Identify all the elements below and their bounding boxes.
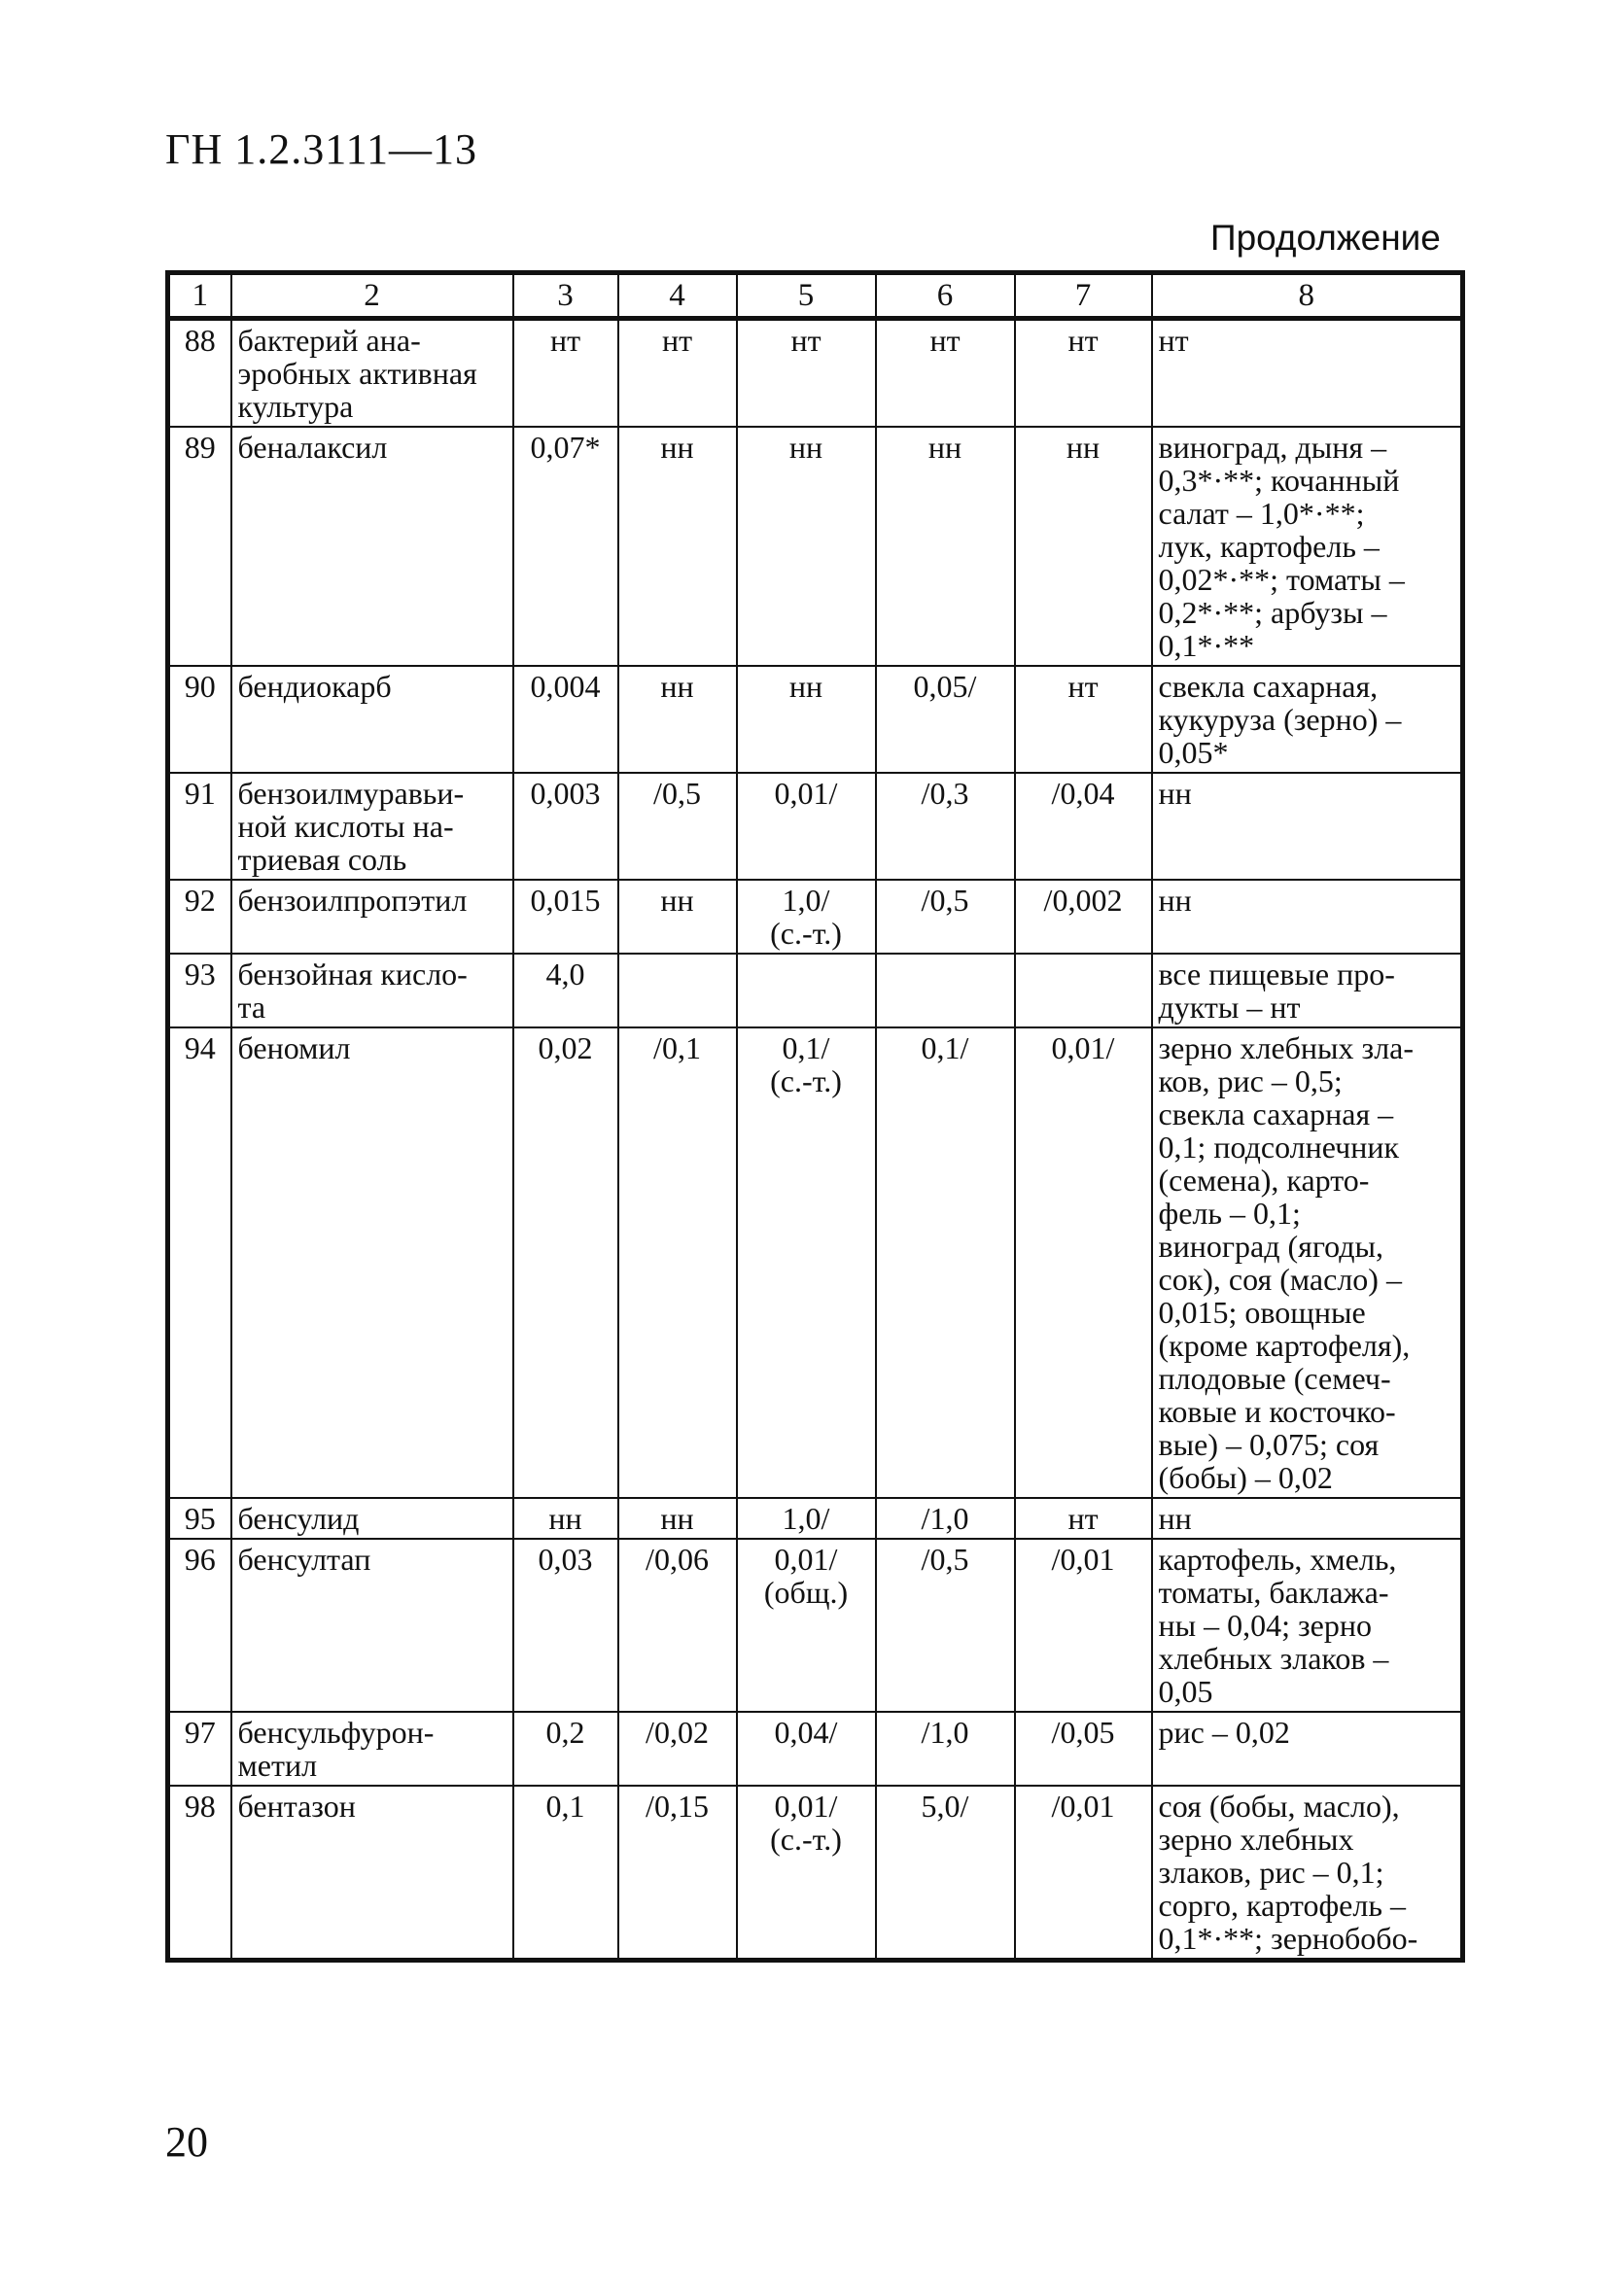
cell-text-line: /0,05: [1051, 1715, 1115, 1750]
cell-text-line: 1,0/: [782, 883, 830, 918]
column-8-notes-cell: [1152, 880, 1463, 954]
table-row: [168, 880, 1463, 954]
column-6-cell: [876, 1539, 1015, 1712]
substance-name-cell: [231, 1712, 513, 1786]
cell-text-line: (общ.): [763, 1575, 849, 1610]
column-8-notes-cell: [1152, 1539, 1463, 1712]
cell-text-line: хлебных злаков –: [1158, 1641, 1389, 1676]
substance-name-cell: [231, 1786, 513, 1961]
substance-name-cell: [231, 666, 513, 773]
cell-text-line: 0,03: [538, 1542, 593, 1577]
cell-text-line: нн: [788, 669, 823, 704]
continuation-label: Продолжение: [1210, 218, 1441, 258]
cell-text-line: /0,1: [653, 1030, 701, 1065]
cell-text-line: 0,1/: [782, 1030, 830, 1065]
cell-text-line: 0,05: [1158, 1674, 1213, 1709]
cell-text-line: ной кислоты на-: [237, 809, 454, 844]
cell-text-line: нн: [1158, 883, 1192, 918]
column-3-cell: [513, 773, 618, 880]
cell-text-line: (кроме картофеля),: [1158, 1328, 1411, 1363]
cell-text-line: нн: [548, 1501, 582, 1536]
column-5-cell: [737, 1712, 876, 1786]
cell-text-line: 0,1/: [921, 1030, 969, 1065]
column-5-cell: [737, 880, 876, 954]
cell-text-line: 0,01/: [1051, 1030, 1115, 1065]
column-header: 3: [513, 273, 618, 319]
table-row: [168, 773, 1463, 880]
cell-text-line: нт: [1067, 323, 1099, 358]
column-6-cell: [876, 880, 1015, 954]
substance-name-cell: [231, 773, 513, 880]
column-7-cell: [1015, 427, 1152, 666]
table-row: [168, 1498, 1463, 1539]
column-7-cell: [1015, 666, 1152, 773]
cell-text-line: 0,3*·**; кочанный: [1158, 463, 1400, 498]
column-7-cell: [1015, 1027, 1152, 1498]
column-4-cell: [618, 880, 737, 954]
column-5-cell: [737, 427, 876, 666]
cell-text-line: нт: [549, 323, 581, 358]
cell-text-line: нт: [790, 323, 821, 358]
cell-text-line: /0,01: [1051, 1789, 1115, 1824]
column-4-cell: [618, 1786, 737, 1961]
cell-text-line: 0,2*·**; арбузы –: [1158, 595, 1387, 630]
column-5-cell: [737, 1027, 876, 1498]
cell-text-line: 0,05/: [913, 669, 977, 704]
row-number-cell: 88: [168, 319, 231, 428]
cell-text-line: триевая соль: [237, 842, 407, 877]
cell-text-line: та: [237, 990, 266, 1025]
column-3-cell: [513, 1712, 618, 1786]
cell-text-line: /0,06: [646, 1542, 709, 1577]
cell-text-line: салат – 1,0*·**;: [1158, 496, 1365, 531]
cell-text-line: 1,0/: [782, 1501, 830, 1536]
column-7-cell: [1015, 1786, 1152, 1961]
column-6-cell: [876, 1786, 1015, 1961]
cell-text-line: 0,015; овощные: [1158, 1295, 1366, 1330]
column-4-cell: [618, 1498, 737, 1539]
cell-text-line: ны – 0,04; зерно: [1158, 1608, 1372, 1643]
column-4-cell: [618, 1027, 737, 1498]
cell-text-line: бактерий ана-: [237, 323, 421, 358]
cell-text-line: свекла сахарная,: [1158, 669, 1379, 704]
column-7-cell: [1015, 1712, 1152, 1786]
column-8-notes-cell: [1152, 773, 1463, 880]
cell-text-line: бенсултап: [237, 1542, 371, 1577]
cell-text-line: все пищевые про-: [1158, 957, 1395, 991]
cell-text-line: нн: [927, 430, 962, 465]
document-code: ГН 1.2.3111—13: [165, 125, 477, 173]
column-7-cell: [1015, 954, 1152, 1027]
column-3-cell: [513, 954, 618, 1027]
cell-text-line: 0,1; подсолнечник: [1158, 1130, 1400, 1165]
column-6-cell: [876, 666, 1015, 773]
cell-text-line: лук, картофель –: [1158, 529, 1380, 564]
cell-text-line: беналаксил: [237, 430, 388, 465]
cell-text-line: бензойная кисло-: [237, 957, 468, 991]
column-5-cell: [737, 1498, 876, 1539]
cell-text-line: /1,0: [921, 1501, 969, 1536]
table-header-row: [168, 273, 1463, 319]
cell-text-line: (семена), карто-: [1158, 1163, 1370, 1198]
column-3-cell: [513, 880, 618, 954]
cell-text-line: /0,15: [646, 1789, 709, 1824]
cell-text-line: 0,02: [538, 1030, 593, 1065]
cell-text-line: метил: [237, 1748, 318, 1783]
cell-text-line: 4,0: [545, 957, 585, 991]
row-number-cell: 90: [168, 666, 231, 773]
cell-text-line: /0,02: [646, 1715, 709, 1750]
column-4-cell: [618, 319, 737, 428]
column-4-cell: [618, 666, 737, 773]
cell-text-line: /0,5: [653, 776, 701, 811]
cell-text-line: нт: [929, 323, 961, 358]
cell-text-line: (с.-т.): [770, 1063, 842, 1098]
row-number-cell: 98: [168, 1786, 231, 1961]
cell-text-line: 0,05*: [1158, 735, 1229, 770]
substance-name-cell: [231, 427, 513, 666]
column-5-cell: [737, 319, 876, 428]
cell-text-line: нт: [661, 323, 693, 358]
table-row: [168, 954, 1463, 1027]
column-3-cell: [513, 1539, 618, 1712]
cell-text-line: 0,01/: [774, 1542, 838, 1577]
cell-text-line: нн: [1158, 1501, 1192, 1536]
column-5-cell: [737, 773, 876, 880]
substance-name-cell: [231, 954, 513, 1027]
column-6-cell: [876, 427, 1015, 666]
cell-text-line: злаков, рис – 0,1;: [1158, 1855, 1384, 1890]
cell-text-line: нн: [660, 669, 694, 704]
cell-text-line: ковые и косточко-: [1158, 1394, 1396, 1429]
substance-name-cell: [231, 880, 513, 954]
column-8-notes-cell: [1152, 954, 1463, 1027]
table-row: [168, 319, 1463, 428]
cell-text-line: /0,002: [1043, 883, 1123, 918]
column-6-cell: [876, 319, 1015, 428]
cell-text-line: нн: [1066, 430, 1101, 465]
row-number-cell: 97: [168, 1712, 231, 1786]
cell-text-line: 0,1*·**: [1158, 628, 1255, 663]
column-header: 2: [231, 273, 513, 319]
cell-text-line: сорго, картофель –: [1158, 1888, 1406, 1923]
column-4-cell: [618, 1712, 737, 1786]
substance-name-cell: [231, 1498, 513, 1539]
cell-text-line: рис – 0,02: [1158, 1715, 1290, 1750]
column-7-cell: [1015, 880, 1152, 954]
column-7-cell: [1015, 773, 1152, 880]
substance-name-cell: [231, 1539, 513, 1712]
cell-text-line: 0,04/: [774, 1715, 838, 1750]
column-4-cell: [618, 773, 737, 880]
column-6-cell: [876, 1498, 1015, 1539]
column-8-notes-cell: [1152, 1498, 1463, 1539]
table-row: [168, 1027, 1463, 1498]
cell-text-line: бензоилпропэтил: [237, 883, 468, 918]
column-6-cell: [876, 773, 1015, 880]
column-header: 6: [876, 273, 1015, 319]
row-number-cell: 91: [168, 773, 231, 880]
cell-text-line: нт: [1158, 323, 1189, 358]
row-number-cell: 96: [168, 1539, 231, 1712]
row-number-cell: 94: [168, 1027, 231, 1498]
cell-text-line: 0,01/: [774, 776, 838, 811]
column-8-notes-cell: [1152, 666, 1463, 773]
cell-text-line: (с.-т.): [770, 1822, 842, 1857]
column-header: 8: [1152, 273, 1463, 319]
cell-text-line: 0,003: [530, 776, 601, 811]
cell-text-line: зерно хлебных зла-: [1158, 1030, 1415, 1065]
cell-text-line: /1,0: [921, 1715, 969, 1750]
cell-text-line: нн: [788, 430, 823, 465]
row-number-cell: 95: [168, 1498, 231, 1539]
cell-text-line: дукты – нт: [1158, 990, 1301, 1025]
column-5-cell: [737, 954, 876, 1027]
cell-text-line: кукуруза (зерно) –: [1158, 702, 1402, 737]
cell-text-line: зерно хлебных: [1158, 1822, 1354, 1857]
cell-text-line: 0,1*·**; зернобобо-: [1158, 1921, 1418, 1956]
column-8-notes-cell: [1152, 1027, 1463, 1498]
row-number-cell: 92: [168, 880, 231, 954]
column-5-cell: [737, 1539, 876, 1712]
column-3-cell: [513, 1027, 618, 1498]
cell-text-line: свекла сахарная –: [1158, 1096, 1394, 1131]
cell-text-line: сок), соя (масло) –: [1158, 1262, 1402, 1297]
column-4-cell: [618, 427, 737, 666]
column-header: 7: [1015, 273, 1152, 319]
cell-text-line: ков, рис – 0,5;: [1158, 1063, 1343, 1098]
cell-text-line: виноград (ягоды,: [1158, 1229, 1384, 1264]
column-3-cell: [513, 1498, 618, 1539]
cell-text-line: 0,015: [530, 883, 601, 918]
column-5-cell: [737, 1786, 876, 1961]
cell-text-line: 5,0/: [921, 1789, 969, 1824]
table-row: [168, 1786, 1463, 1961]
cell-text-line: 0,02*·**; томаты –: [1158, 562, 1405, 597]
column-3-cell: [513, 1786, 618, 1961]
column-6-cell: [876, 954, 1015, 1027]
cell-text-line: нн: [660, 1501, 694, 1536]
column-4-cell: [618, 954, 737, 1027]
cell-text-line: беномил: [237, 1030, 351, 1065]
cell-text-line: бентазон: [237, 1789, 356, 1824]
column-7-cell: [1015, 1498, 1152, 1539]
cell-text-line: картофель, хмель,: [1158, 1542, 1397, 1577]
cell-text-line: (бобы) – 0,02: [1158, 1460, 1333, 1495]
cell-text-line: соя (бобы, масло),: [1158, 1789, 1400, 1824]
column-8-notes-cell: [1152, 319, 1463, 428]
table-row: [168, 1539, 1463, 1712]
cell-text-line: /0,04: [1051, 776, 1115, 811]
cell-text-line: бендиокарб: [237, 669, 392, 704]
column-header: 1: [168, 273, 231, 319]
column-8-notes-cell: [1152, 427, 1463, 666]
table-row: [168, 427, 1463, 666]
cell-text-line: плодовые (семеч-: [1158, 1361, 1391, 1396]
cell-text-line: бензоилмуравьи-: [237, 776, 465, 811]
cell-text-line: 0,07*: [530, 430, 601, 465]
cell-text-line: 0,1: [545, 1789, 585, 1824]
cell-text-line: томаты, баклажа-: [1158, 1575, 1389, 1610]
cell-text-line: 0,004: [530, 669, 601, 704]
cell-text-line: фель – 0,1;: [1158, 1196, 1301, 1231]
cell-text-line: /0,5: [921, 883, 969, 918]
column-3-cell: [513, 666, 618, 773]
table-row: [168, 666, 1463, 773]
cell-text-line: эробных активная: [237, 356, 477, 391]
column-header: 4: [618, 273, 737, 319]
row-number-cell: 93: [168, 954, 231, 1027]
page-number: 20: [165, 2118, 208, 2166]
cell-text-line: вые) – 0,075; соя: [1158, 1427, 1380, 1462]
cell-text-line: бенсульфурон-: [237, 1715, 435, 1750]
row-number-cell: 89: [168, 427, 231, 666]
cell-text-line: 0,01/: [774, 1789, 838, 1824]
cell-text-line: /0,5: [921, 1542, 969, 1577]
cell-text-line: /0,3: [921, 776, 969, 811]
table-row: [168, 1712, 1463, 1786]
column-8-notes-cell: [1152, 1786, 1463, 1961]
cell-text-line: нн: [1158, 776, 1192, 811]
cell-text-line: нт: [1067, 669, 1099, 704]
column-7-cell: [1015, 319, 1152, 428]
column-6-cell: [876, 1712, 1015, 1786]
column-4-cell: [618, 1539, 737, 1712]
column-5-cell: [737, 666, 876, 773]
column-8-notes-cell: [1152, 1712, 1463, 1786]
column-6-cell: [876, 1027, 1015, 1498]
cell-text-line: культура: [237, 389, 354, 424]
cell-text-line: виноград, дыня –: [1158, 430, 1387, 465]
cell-text-line: 0,2: [545, 1715, 585, 1750]
column-header: 5: [737, 273, 876, 319]
cell-text-line: нн: [660, 883, 694, 918]
cell-text-line: нн: [660, 430, 694, 465]
cell-text-line: нт: [1067, 1501, 1099, 1536]
column-3-cell: [513, 319, 618, 428]
substance-name-cell: [231, 319, 513, 428]
column-3-cell: [513, 427, 618, 666]
column-7-cell: [1015, 1539, 1152, 1712]
cell-text-line: бенсулид: [237, 1501, 360, 1536]
hygiene-standards-table: [165, 270, 1465, 1963]
cell-text-line: /0,01: [1051, 1542, 1115, 1577]
cell-text-line: (с.-т.): [770, 916, 842, 951]
substance-name-cell: [231, 1027, 513, 1498]
